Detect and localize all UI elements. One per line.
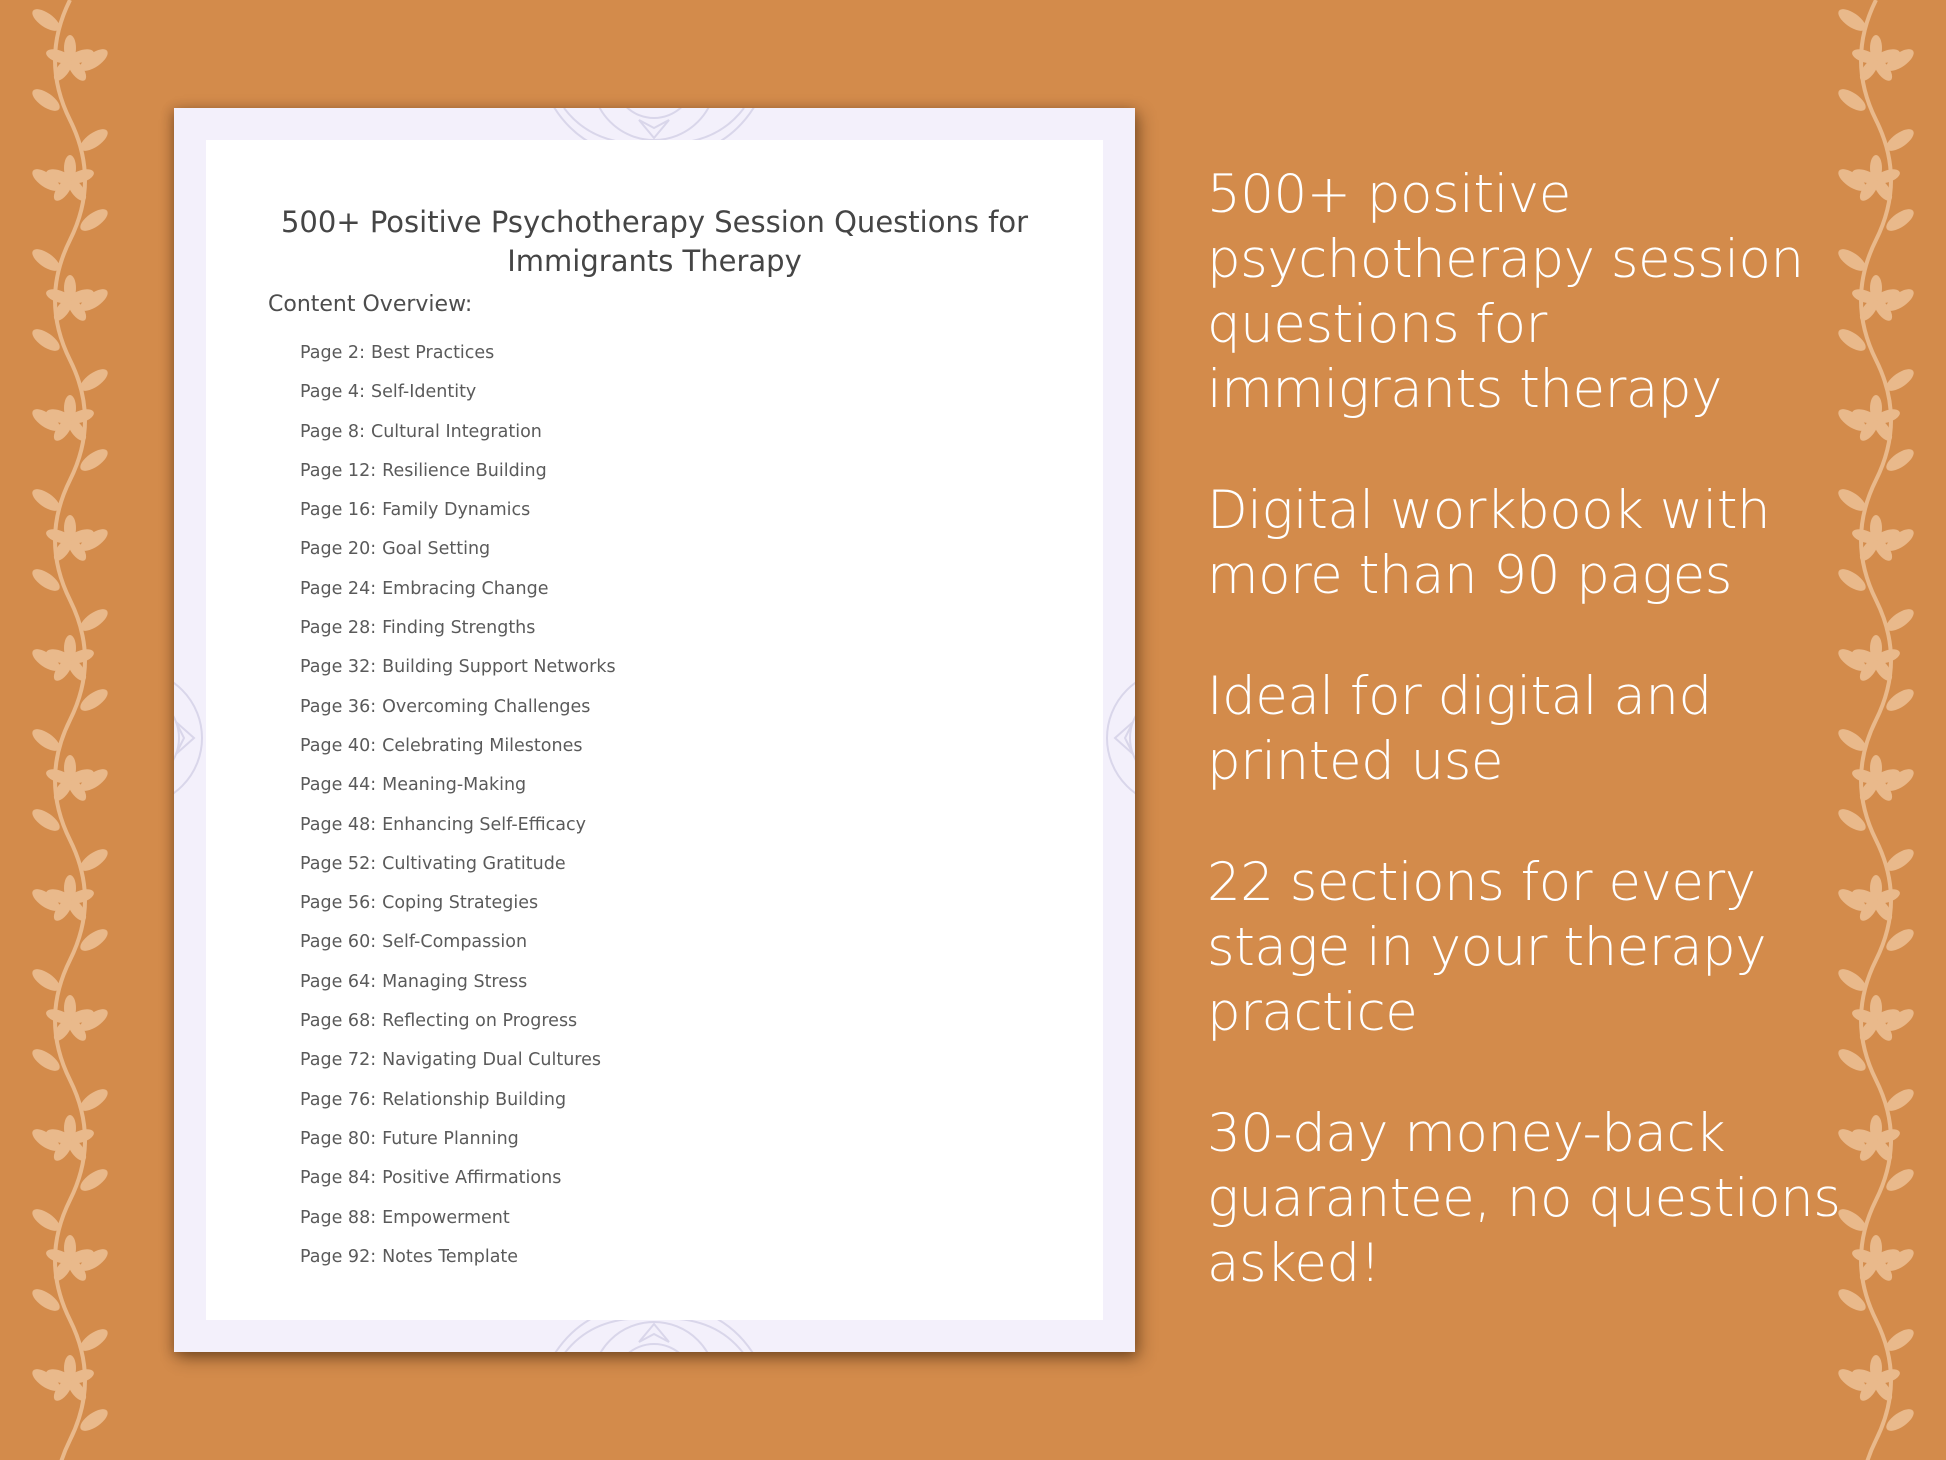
contents-item: [300, 1247, 616, 1286]
contents-item: [300, 1011, 616, 1050]
contents-item-page: Page 36:: [300, 696, 377, 717]
contents-item-section: Overcoming Challenges: [382, 696, 591, 717]
contents-item-page: Page 84:: [300, 1168, 377, 1189]
contents-item-page: Page 32:: [300, 657, 377, 678]
left-floral-vine-decoration: [0, 0, 140, 1460]
contents-item-section: Embracing Change: [382, 578, 549, 599]
contents-item: [300, 500, 616, 539]
contents-item-page: Page 92:: [300, 1246, 377, 1267]
contents-item-page: Page 68:: [300, 1011, 377, 1032]
feature-text: 22 sections for every stage in your therapy practice: [1207, 852, 1767, 1043]
contents-item: [300, 539, 616, 578]
contents-item-page: Page 52:: [300, 853, 377, 874]
feature-text: Digital workbook with more than 90 pages: [1207, 480, 1771, 606]
contents-item: [300, 618, 616, 657]
contents-item: [300, 657, 616, 696]
contents-item-page: Page 64:: [300, 971, 377, 992]
feature-text: 30-day money-back guarantee, no questions asked!: [1207, 1103, 1841, 1294]
contents-item-section: Positive Affirmations: [382, 1168, 562, 1189]
contents-item: [300, 972, 616, 1011]
contents-item-section: Future Planning: [382, 1128, 519, 1149]
feature-text: Ideal for digital and printed use: [1207, 666, 1712, 792]
contents-item-page: Page 88:: [300, 1207, 377, 1228]
contents-item: [300, 343, 616, 382]
contents-item-section: Self-Compassion: [382, 932, 528, 953]
contents-item-page: Page 76:: [300, 1089, 377, 1110]
document-title-line-2: Immigrants Therapy: [507, 244, 802, 279]
contents-item-section: Coping Strategies: [382, 893, 539, 914]
contents-item-section: Relationship Building: [382, 1089, 567, 1110]
feature-list: [1207, 162, 1847, 1296]
document-title-line-1: 500+ Positive Psychotherapy Session Questions for: [280, 205, 1029, 240]
contents-item: [300, 854, 616, 893]
contents-item-section: Resilience Building: [382, 460, 547, 481]
contents-item-section: Meaning-Making: [382, 775, 527, 796]
contents-item-page: Page 60:: [300, 932, 377, 953]
contents-item: [300, 932, 616, 971]
contents-item-page: Page 48:: [300, 814, 377, 835]
contents-item: [300, 579, 616, 618]
contents-item-section: Managing Stress: [382, 971, 528, 992]
contents-item-section: Finding Strengths: [382, 618, 536, 639]
contents-item-page: Page 40:: [300, 735, 377, 756]
contents-item-section: Self-Identity: [370, 382, 477, 403]
contents-item-page: Page 2:: [300, 343, 365, 363]
contents-item-page: Page 20:: [300, 539, 377, 560]
contents-item-section: Empowerment: [382, 1207, 510, 1228]
contents-item: [300, 1208, 616, 1247]
contents-item: [300, 1129, 616, 1168]
feature-text: 500+ positive psychotherapy session questions for immigrants therapy: [1207, 164, 1804, 420]
contents-item: [300, 775, 616, 814]
contents-item-section: Cultural Integration: [370, 421, 542, 442]
contents-item: [300, 815, 616, 854]
contents-item: [300, 1050, 616, 1089]
contents-item-section: Goal Setting: [382, 539, 491, 560]
contents-item: [300, 736, 616, 775]
contents-item-section: Building Support Networks: [382, 657, 616, 678]
contents-item-page: Page 12:: [300, 460, 377, 481]
contents-item-section: Best Practices: [370, 343, 495, 363]
document-preview-card: [174, 108, 1135, 1352]
contents-item-page: Page 80:: [300, 1128, 377, 1149]
contents-item-page: Page 8:: [300, 421, 365, 442]
contents-item-section: Enhancing Self-Efficacy: [382, 814, 586, 835]
contents-item-page: Page 4:: [300, 382, 365, 403]
contents-item-page: Page 44:: [300, 775, 377, 796]
contents-list: [300, 343, 616, 1286]
document-title: [246, 203, 1063, 281]
contents-item-page: Page 56:: [300, 893, 377, 914]
content-overview-heading: Content Overview:: [268, 292, 473, 317]
contents-item: [300, 1168, 616, 1207]
contents-item-page: Page 28:: [300, 618, 377, 639]
contents-item-section: Navigating Dual Cultures: [382, 1050, 601, 1071]
contents-item-page: Page 72:: [300, 1050, 377, 1071]
document-page: [206, 140, 1103, 1320]
contents-item-section: Celebrating Milestones: [382, 735, 583, 756]
contents-item-section: Reflecting on Progress: [382, 1011, 578, 1032]
contents-item-section: Cultivating Gratitude: [382, 853, 566, 874]
contents-item: [300, 382, 616, 421]
contents-item-page: Page 24:: [300, 578, 377, 599]
contents-item-section: Family Dynamics: [382, 500, 531, 521]
contents-item: [300, 461, 616, 500]
contents-item-section: Notes Template: [382, 1246, 519, 1267]
contents-item-page: Page 16:: [300, 500, 377, 521]
contents-item: [300, 422, 616, 461]
contents-item: [300, 893, 616, 932]
contents-item: [300, 1090, 616, 1129]
contents-item: [300, 697, 616, 736]
